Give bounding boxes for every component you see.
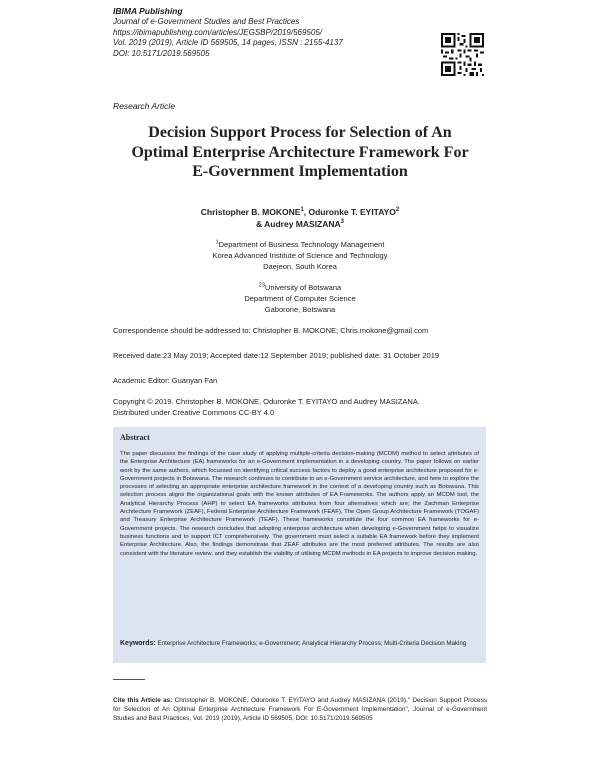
title-line-3: E-Government Implementation: [192, 163, 408, 180]
keywords: [120, 639, 479, 648]
affiliation-line: Daejeon, South Korea: [263, 262, 337, 271]
title-line-1: Decision Support Process for Selection of An: [148, 124, 452, 141]
copyright-line: Copyright © 2019. Christopher B. MOKONE, Oduronke T. EYITAYO and Audrey MASIZANA.: [113, 397, 420, 406]
author-list: [150, 206, 450, 230]
affiliation-line: Department of Computer Science: [244, 294, 356, 303]
citation: [113, 697, 487, 723]
journal-header: [113, 6, 463, 59]
publisher-name: IBIMA Publishing: [113, 6, 183, 16]
dates: Received date:23 May 2019; Accepted date:12 September 2019; published date: 31 October 2019: [113, 351, 440, 360]
author-name: Audrey MASIZANA: [264, 219, 341, 229]
author-name: Oduronke T. EYITAYO: [308, 207, 396, 217]
abstract-heading: Abstract: [120, 433, 150, 442]
citation-text: Christopher B. MOKONE, Oduronke T. EYITAYO and Audrey MASIZANA (2019)," Decision Support Process for Selection of An Optimal Enterprise Architecture Framework For E-Government Implementation", Journal of e-Government Studies and Best Practices, Vol. 2019 (2019), Article ID 569505, DOI: 10.5171/2019.569505: [113, 697, 487, 722]
author-separator: ,: [303, 207, 309, 217]
volume-info: Vol. 2019 (2019), Article ID 569505, 14 pages, ISSN : 2155-4137: [113, 38, 343, 47]
affiliation-1: [150, 239, 450, 272]
qr-code: [441, 33, 484, 76]
author-name: Christopher B. MOKONE: [200, 207, 301, 217]
correspondence: Correspondence should be addressed to: Christopher B. MOKONE; Chris.mokone@gmail.com: [113, 326, 429, 335]
author-sup: 3: [340, 219, 345, 226]
author-joiner: &: [255, 219, 265, 229]
affiliation-line: Gaborone, Botswana: [264, 305, 336, 314]
copyright: [113, 396, 420, 418]
affiliation-sup: 1: [215, 239, 219, 246]
article-url[interactable]: https://ibimapublishing.com/articles/JEGSBP/2019/569505/: [113, 27, 323, 37]
abstract-body: The paper discusses the findings of the case study of applying multiple-criteria decision-making (MCDM) method to select attributes of the Enterprise Architecture (EA) frameworks for an e-Government implementation in a developing country. The paper follows on earlier work by the same authors, which focussed on identifying critical success factors to deploy a good enterprise architecture proposed for e-Government projects in Botswana. The research continues to contribute to an e-Government service architecture, and here to explore the processes of selecting an appropriate enterprise architecture framework in the context of a developing country such as Botswana. This selection process aligns the organizational goals with the known attributes of EA Frameworks. The authors apply an MCDM tool, the Analytical Hierarchy Process (AHP) to select EA frameworks attributes from four alternatives which are; the Zachman Enterprise Architecture Framework (ZEAF), Federal Enterprise Architecture Framework (FEAF), The Open Group Architecture Framework (TOGAF) and Treasury Enterprise Architecture Framework (TEAF). These frameworks constitute the four common EA frameworks for e-Government projects. The research concludes that adopting enterprise architecture when developing e-Government helps to visualize business functions and to support ICT comprehensively. The government must select a suitable EA framework before they implement Enterprise Architecture. Also, the findings demonstrate that ZEAF attributes are the most preferred attributes. The results are also consistent with the literature review, and they establish the viability of utilising MCDM methods in EA projects to improve decision making.: [120, 451, 479, 557]
keywords-label: Keywords:: [120, 640, 156, 647]
affiliation-sup: 23: [258, 282, 265, 289]
affiliation-line: Department of Business Technology Management: [218, 240, 385, 249]
affiliation-2: [150, 282, 450, 315]
abstract-box: [113, 427, 486, 663]
citation-label: Cite this Article as:: [113, 697, 173, 704]
affiliation-line: University of Botswana: [264, 283, 342, 292]
license-line: Distributed under Creative Commons CC-BY 4.0: [113, 408, 275, 417]
keywords-list: Enterprise Architecture Frameworks; e-Government; Analytical Hierarchy Process; Multi-Criteria Decision Making: [155, 640, 467, 647]
author-sup: 1: [300, 207, 304, 214]
author-sup: 2: [395, 207, 400, 214]
title-line-2: Optimal Enterprise Architecture Framework For: [131, 143, 469, 161]
paper-title: [105, 123, 495, 182]
doi[interactable]: DOI: 10.5171/2019.569505: [113, 48, 210, 58]
affiliation-line: Korea Advanced Institute of Science and Technology: [212, 251, 388, 260]
academic-editor: Academic Editor: Guanyan Fan: [113, 376, 218, 385]
journal-name: Journal of e-Government Studies and Best Practices: [113, 17, 300, 26]
footer-divider: [113, 679, 145, 680]
article-type: Research Article: [113, 101, 176, 111]
